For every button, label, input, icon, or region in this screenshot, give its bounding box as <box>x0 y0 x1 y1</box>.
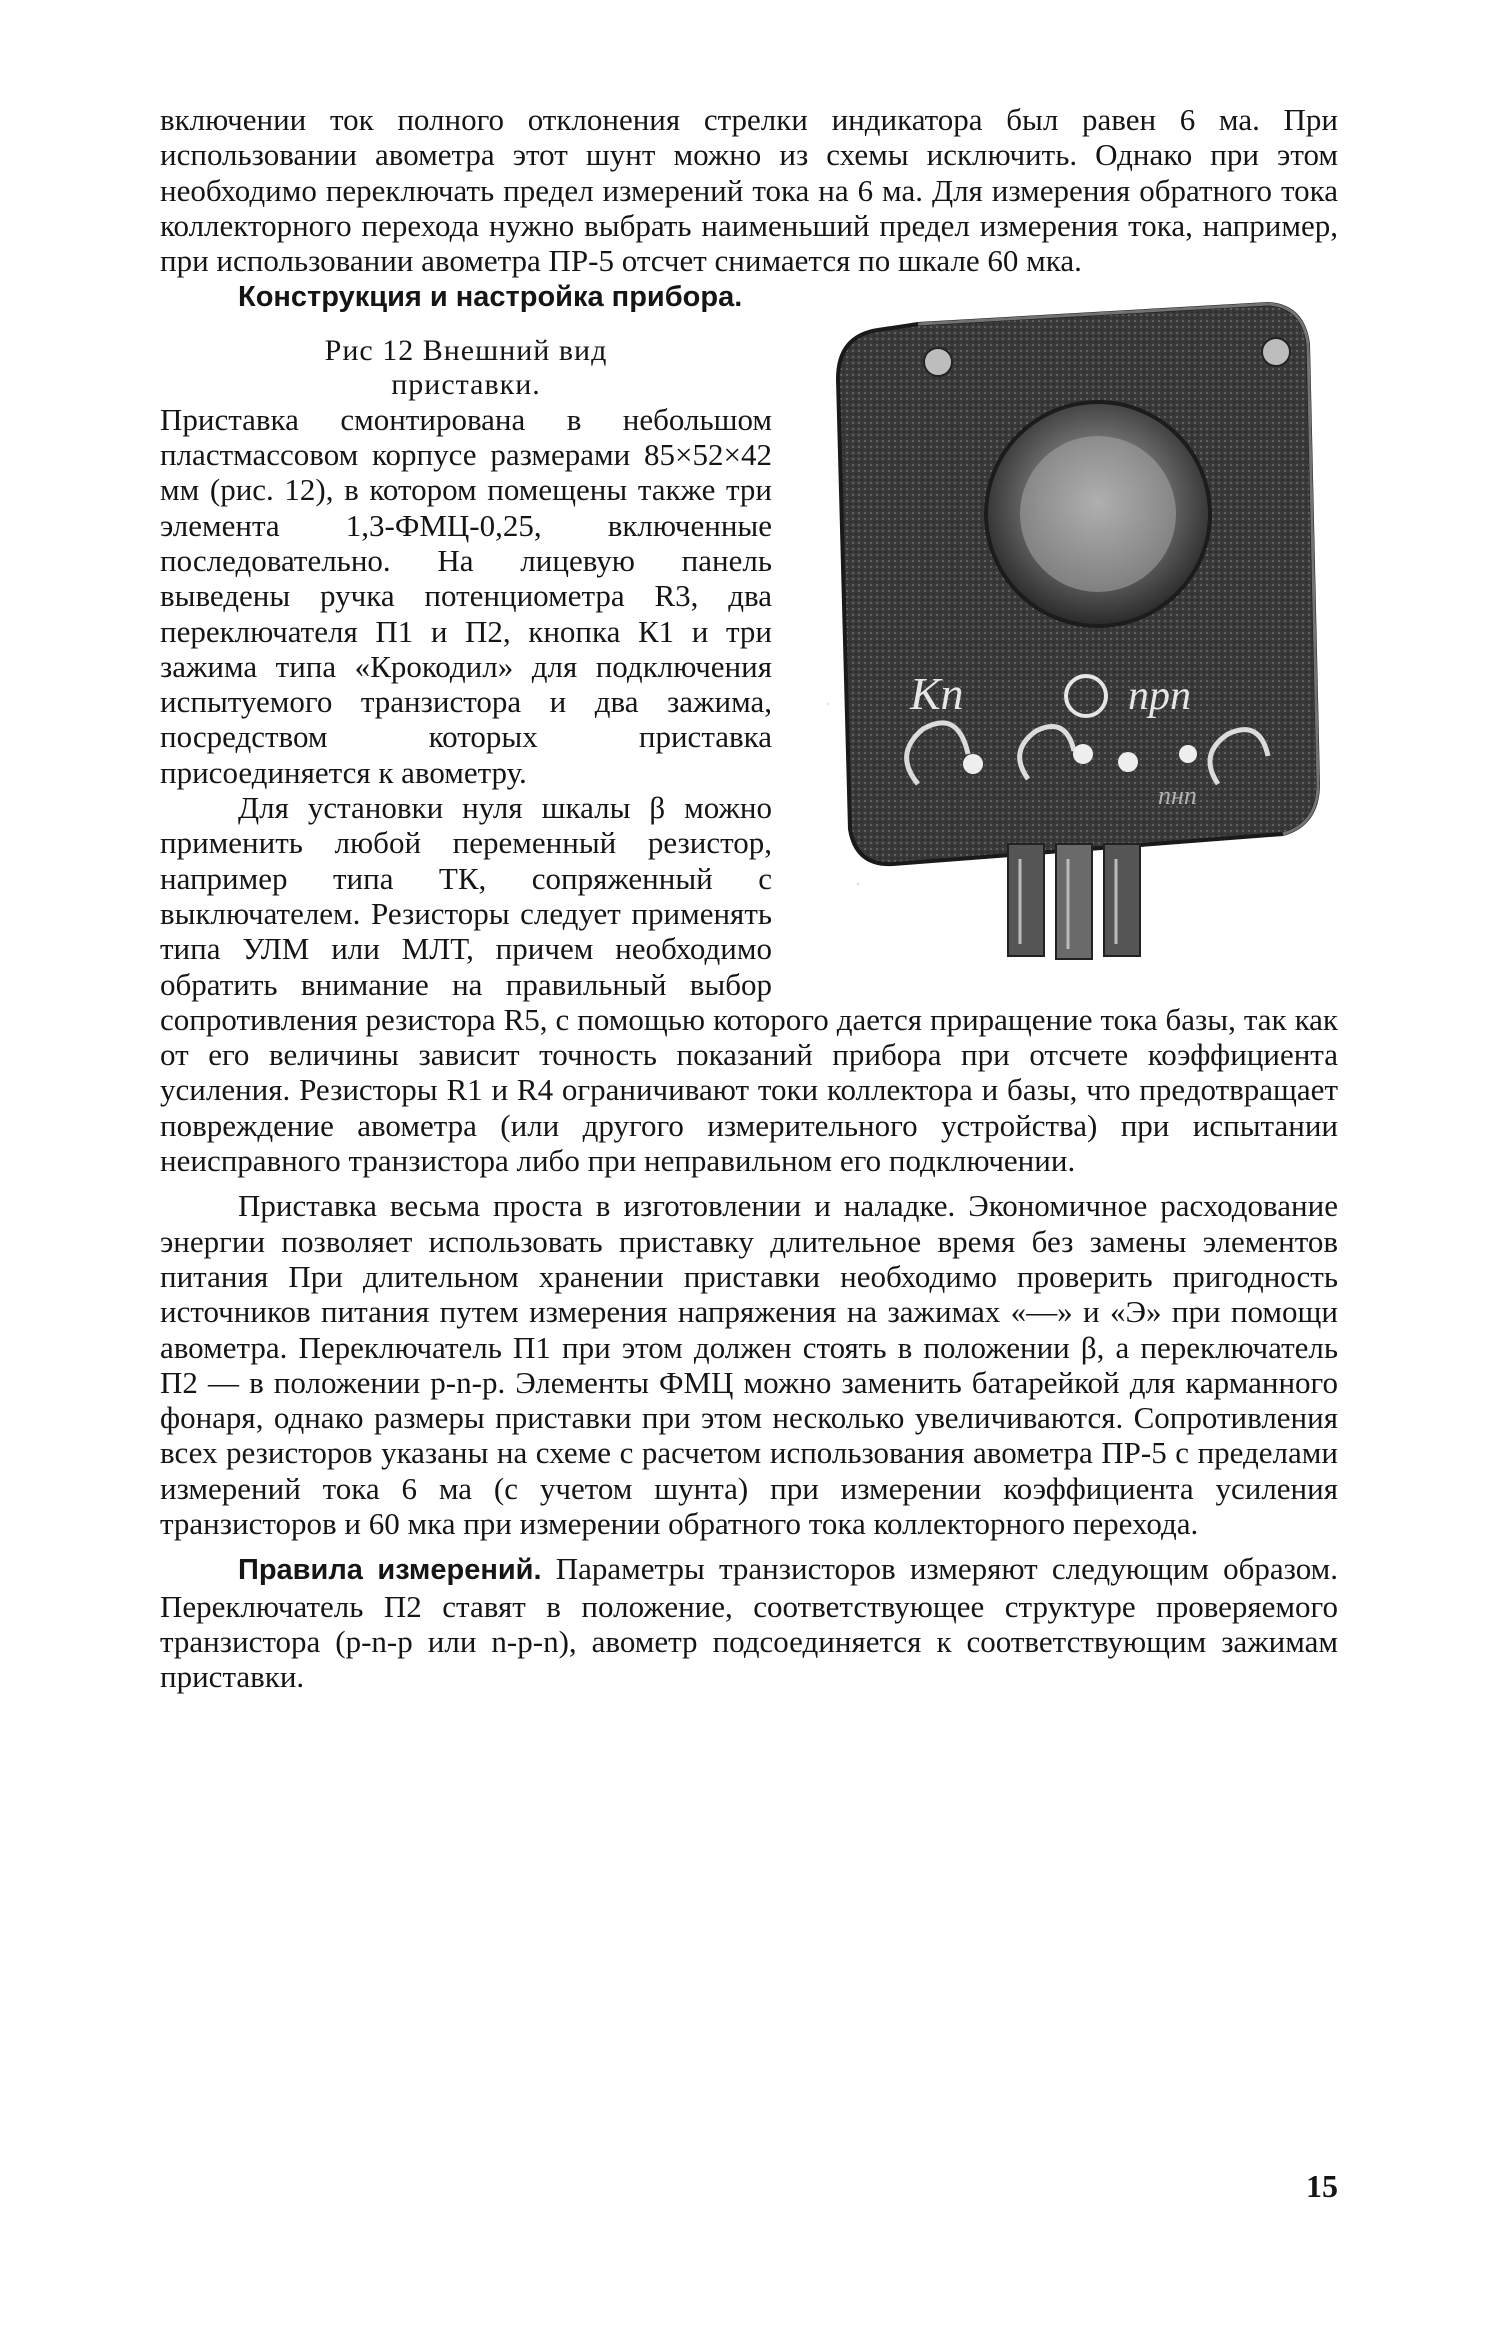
section-heading-rules: Правила измерений. <box>238 1554 542 1587</box>
panel-label-kn: Кп <box>910 668 964 720</box>
paragraph-3: Для установки нуля шкалы β можно применить любой переменный резистор, например типа ТК, сопряженный с выключателем. Резисторы следует применять типа УЛМ или МЛТ, причем необходимо обратить внимание на правильный выбор сопротивления резистора R5, с помощью которого дается приращение тока базы, так как от его величины зависит точность показаний прибора при отсчете коэффициента усиления. Резисторы R1 и R4 ограничивают токи коллектора и базы, что предотвращает повреждение авометра (или другого измерительного устройства) при испытании неисправного транзистора либо при неправильном его подключении. <box>160 790 1338 1179</box>
paragraph-5 <box>160 1551 1338 1694</box>
caption-line-1: Рис 12 Внешний вид <box>324 333 608 367</box>
page-number: 15 <box>1306 2168 1338 2204</box>
figure-12 <box>798 278 1338 976</box>
section-heading-construction: Конструкция и настройка прибора. <box>238 281 743 314</box>
paragraph-1: включении ток полного отклонения стрелки индикатора был равен 6 ма. При использовании авометра этот шунт можно из схемы исключить. Однако при этом необходимо переключать предел измерений тока на 6 ма. Для измерения обратного тока коллекторного перехода нужно выбрать наименьший предел измерения тока, например, при использовании авометра ПР-5 отсчет снимается по шкале 60 мка. <box>160 102 1338 279</box>
paragraph-4: Приставка весьма проста в изготовлении и наладке. Экономичное расходование энергии позволяет использовать приставку длительное время без замены элементов питания При длительном хранении приставки необходимо проверить пригодность источников питания путем измерения напряжения на зажимах «—» и «Э» при помощи авометра. Переключатель П1 при этом должен стоять в положении β, а переключатель П2 — в положении p-n-p. Элементы ФМЦ можно заменить батарейкой для карманного фонаря, однако размеры приставки при этом несколько увеличиваются. Сопротивления всех резисторов указаны на схеме с расчетом использования авометра ПР-5 с пределами измерений тока 6 ма (с учетом шунта) при измерении коэффициента усиления транзисторов и 60 мка при измерении обратного тока коллекторного перехода. <box>160 1188 1338 1541</box>
caption-line-2: приставки. <box>391 367 541 401</box>
paragraph-2-text: Приставка смонтирована в небольшом пластмассовом корпусе размерами 85×52×42 мм (рис. 12), в котором помещены также три элемента 1,3-ФМЦ-0,25, включенные последовательно. На лицевую панель выведены ручка потенциометра R3, два переключателя П1 и П2, кнопка К1 и три зажима типа «Крокодил» для подключения испытуемого транзистора и два зажима, посредством которых приставка присоединяется к авометру. <box>160 401 772 790</box>
text-column <box>160 102 1338 1694</box>
panel-label-npn: прп <box>1128 673 1191 720</box>
paragraph-5-text: Параметры транзисторов измеряют следующим образом. Переключатель П2 ставят в положение, соответствующее структуре проверяемого транзистора (p-n-p или n-p-n), авометр подсоединяется к соответствующим зажимам приставки. <box>160 1551 1339 1695</box>
panel-label-pnp: пнп <box>1158 781 1197 811</box>
device-photo <box>798 284 1338 976</box>
